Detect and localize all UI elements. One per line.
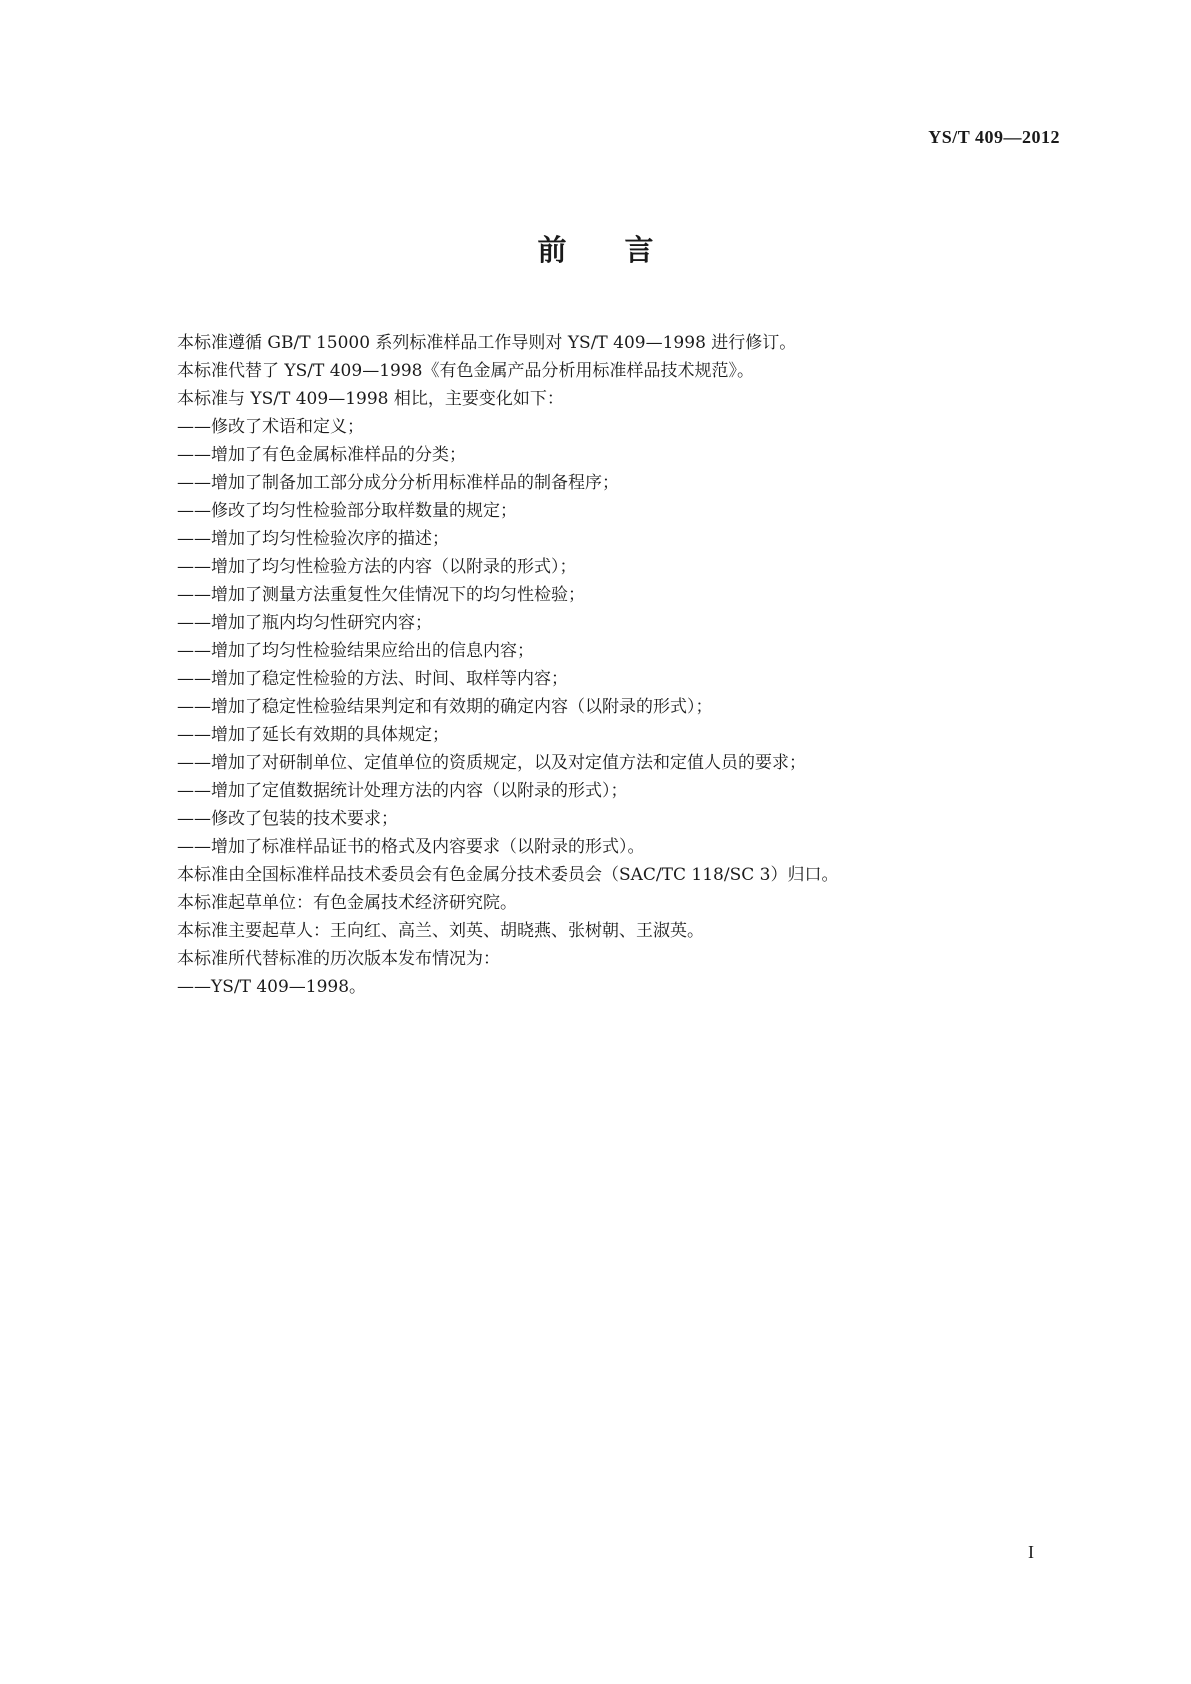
foreword-body: [177, 329, 1057, 1001]
list-item: ——修改了均匀性检验部分取样数量的规定；: [177, 501, 517, 521]
paragraph: 本标准主要起草人：王向红、高兰、刘英、胡晓燕、张树朝、王淑英。: [177, 921, 704, 941]
list-item: ——增加了有色金属标准样品的分类；: [177, 445, 466, 465]
page-title: 前言: [537, 233, 712, 267]
page-number: I: [1028, 1542, 1034, 1562]
paragraph: 本标准所代替标准的历次版本发布情况为：: [177, 949, 500, 969]
standard-code: YS/T 409—2012: [928, 127, 1060, 147]
paragraph: 本标准起草单位：有色金属技术经济研究院。: [177, 893, 517, 913]
paragraph: 本标准遵循 GB/T 15000 系列标准样品工作导则对 YS/T 409—1998 进行修订。: [177, 333, 797, 353]
list-item: ——修改了术语和定义；: [177, 417, 364, 437]
paragraph: 本标准由全国标准样品技术委员会有色金属分技术委员会（SAC/TC 118/SC 3）归口。: [177, 865, 839, 885]
list-item: ——增加了均匀性检验结果应给出的信息内容；: [177, 641, 534, 661]
list-item: ——增加了稳定性检验结果判定和有效期的确定内容（以附录的形式）；: [177, 697, 713, 717]
list-item: ——增加了制备加工部分成分分析用标准样品的制备程序；: [177, 473, 619, 493]
paragraph: 本标准代替了 YS/T 409—1998《有色金属产品分析用标准样品技术规范》。: [177, 361, 754, 381]
list-item: ——增加了瓶内均匀性研究内容；: [177, 613, 432, 633]
list-item: ——增加了均匀性检验方法的内容（以附录的形式）；: [177, 557, 577, 577]
list-item: ——修改了包装的技术要求；: [177, 809, 398, 829]
list-item: ——增加了稳定性检验的方法、时间、取样等内容；: [177, 669, 568, 689]
list-item: ——增加了均匀性检验次序的描述；: [177, 529, 449, 549]
list-item: ——增加了延长有效期的具体规定；: [177, 725, 449, 745]
list-item: ——YS/T 409—1998。: [177, 977, 367, 997]
list-item: ——增加了标准样品证书的格式及内容要求（以附录的形式）。: [177, 837, 645, 857]
paragraph: 本标准与 YS/T 409—1998 相比，主要变化如下：: [177, 389, 564, 409]
list-item: ——增加了测量方法重复性欠佳情况下的均匀性检验；: [177, 585, 585, 605]
list-item: ——增加了定值数据统计处理方法的内容（以附录的形式）；: [177, 781, 628, 801]
list-item: ——增加了对研制单位、定值单位的资质规定，以及对定值方法和定值人员的要求；: [177, 753, 806, 773]
